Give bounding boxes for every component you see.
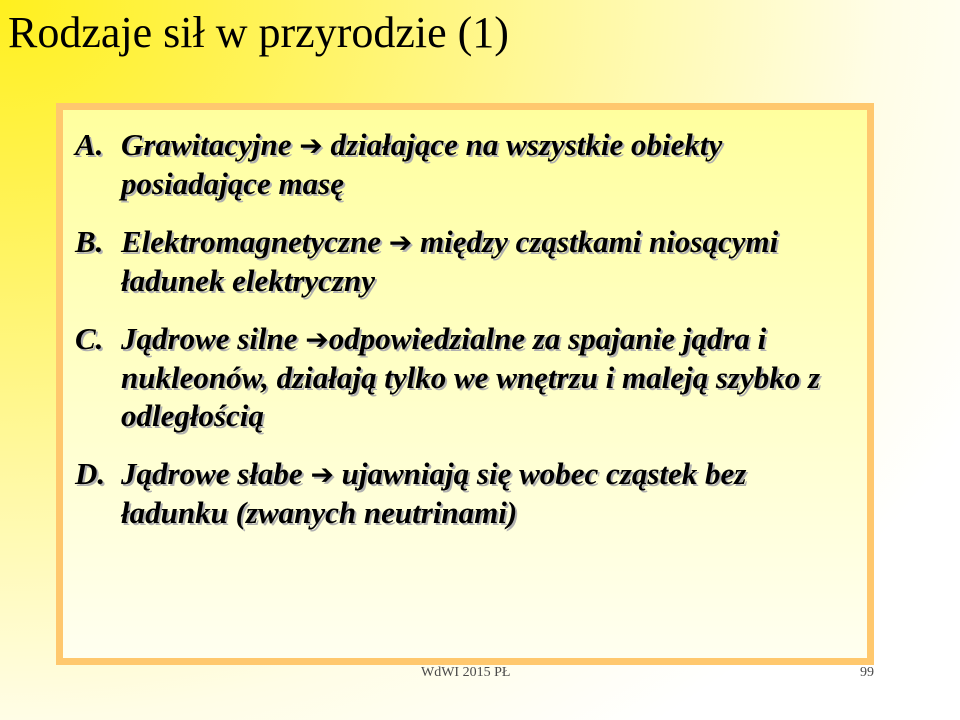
list-item-strong-nuclear: [75, 320, 857, 435]
item-description: między cząstkami niosącymi ładunek elektryczny: [121, 224, 779, 298]
list-marker: D.: [75, 456, 106, 491]
slide-title: Rodzaje sił w przyrodzie (1): [8, 8, 509, 57]
arrow-right-icon: ➔: [310, 458, 334, 491]
arrow-right-icon: ➔: [299, 129, 323, 162]
list-item-text: [121, 126, 857, 203]
list-marker: A.: [75, 127, 104, 162]
list-marker: B.: [75, 224, 104, 259]
page-number: 99: [860, 665, 874, 680]
list-item-weak-nuclear: [75, 455, 857, 532]
list-item-text: [121, 320, 857, 435]
list-item-text: [121, 455, 857, 532]
content-box: [56, 103, 874, 665]
item-term: Jądrowe silne: [121, 321, 306, 356]
item-description: działające na wszystkie obiekty posiadające masę: [121, 127, 723, 201]
footer-text: WdWI 2015 PŁ: [421, 665, 511, 680]
item-description: odpowiedzialne za spajanie jądra i nukleonów, działają tylko we wnętrzu i maleją szybko z odległością: [121, 321, 821, 433]
item-term: Grawitacyjne: [121, 127, 300, 162]
list-item-gravitational: [75, 126, 857, 203]
arrow-right-icon: ➔: [388, 226, 413, 259]
forces-list: [75, 126, 857, 552]
item-term: Jądrowe słabe: [121, 456, 311, 491]
arrow-right-icon: ➔: [305, 323, 329, 356]
list-item-electromagnetic: [75, 223, 857, 300]
list-item-text: [121, 223, 857, 300]
list-marker: C.: [75, 321, 104, 356]
item-term: Elektromagnetyczne: [121, 224, 389, 259]
item-description: ujawniają się wobec cząstek bez ładunku (zwanych neutrinami): [121, 456, 747, 530]
